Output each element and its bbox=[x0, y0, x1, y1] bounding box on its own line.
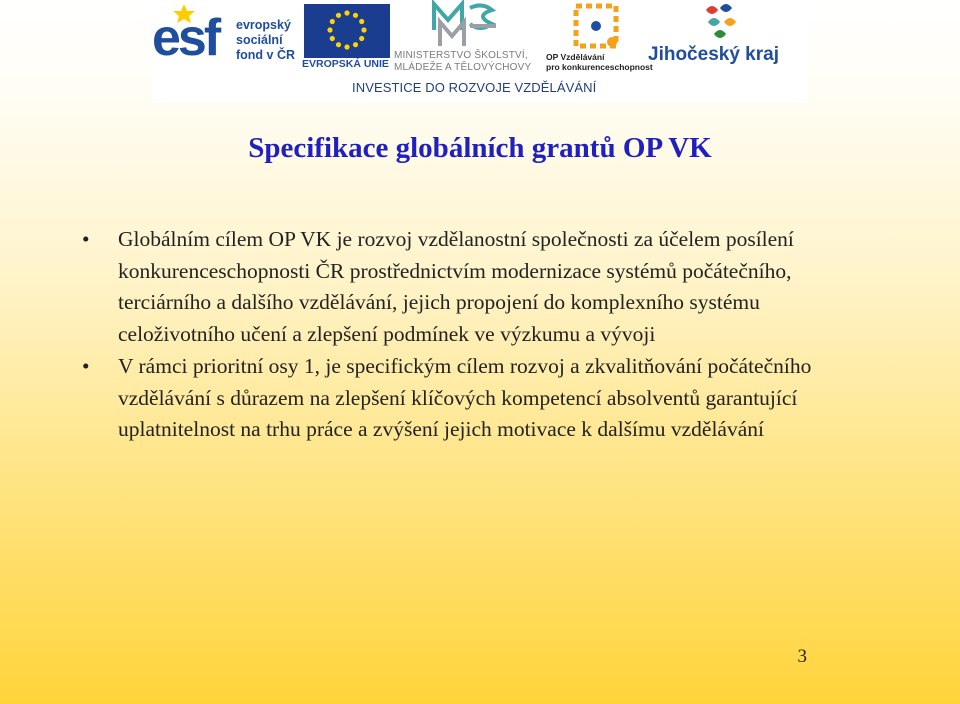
investice-slogan: INVESTICE DO ROZVOJE VZDĚLÁVÁNÍ bbox=[352, 80, 597, 95]
msmt-line-1: MINISTERSTVO ŠKOLSTVÍ, bbox=[394, 50, 528, 61]
opvk-line-1: OP Vzdělávání bbox=[546, 52, 605, 62]
msmt-line-2: MLÁDEŽE A TĚLOVÝCHOVY bbox=[394, 62, 532, 73]
bullet-text: Globálním cílem OP VK je rozvoj vzdělanostní společnosti za účelem posílení konkurenceschopnosti ČR prostřednictvím modernizace systémů počátečního, terciárního a dalšího vzdělávání, jejich propojení do komplexního systému celoživotního učení a zlepšení podmínek ve výzkumu a vývoji bbox=[118, 227, 794, 346]
msmt-logo bbox=[430, 0, 500, 48]
bullet-list bbox=[80, 224, 880, 447]
eu-caption: EVROPSKÁ UNIE bbox=[302, 58, 389, 70]
opvk-line-2: pro konkurenceschopnost bbox=[546, 62, 653, 72]
jihocesky-kraj-text: Jihočeský kraj bbox=[648, 44, 779, 65]
bullet-item bbox=[80, 224, 880, 350]
bullet-text: V rámci prioritní osy 1, je specifickým cílem rozvoj a zkvalitňování počátečního vzdělávání s důrazem na zlepšení klíčových kompetencí absolventů garantující uplatnitelnost na trhu práce a zvýšení jejich motivace k dalšímu vzdělávání bbox=[118, 354, 812, 441]
esf-line-1: evropský bbox=[236, 18, 291, 32]
bullet-item bbox=[80, 351, 880, 446]
logo-banner bbox=[152, 0, 808, 103]
esf-line-2: sociální bbox=[236, 33, 283, 47]
page-number: 3 bbox=[797, 646, 807, 667]
esf-line-3: fond v ČR bbox=[236, 48, 296, 62]
esf-letters: esf bbox=[152, 9, 219, 67]
bullet-icon: • bbox=[82, 354, 90, 378]
bullet-icon: • bbox=[82, 227, 90, 251]
slide-title: Specifikace globálních grantů OP VK bbox=[248, 132, 712, 164]
